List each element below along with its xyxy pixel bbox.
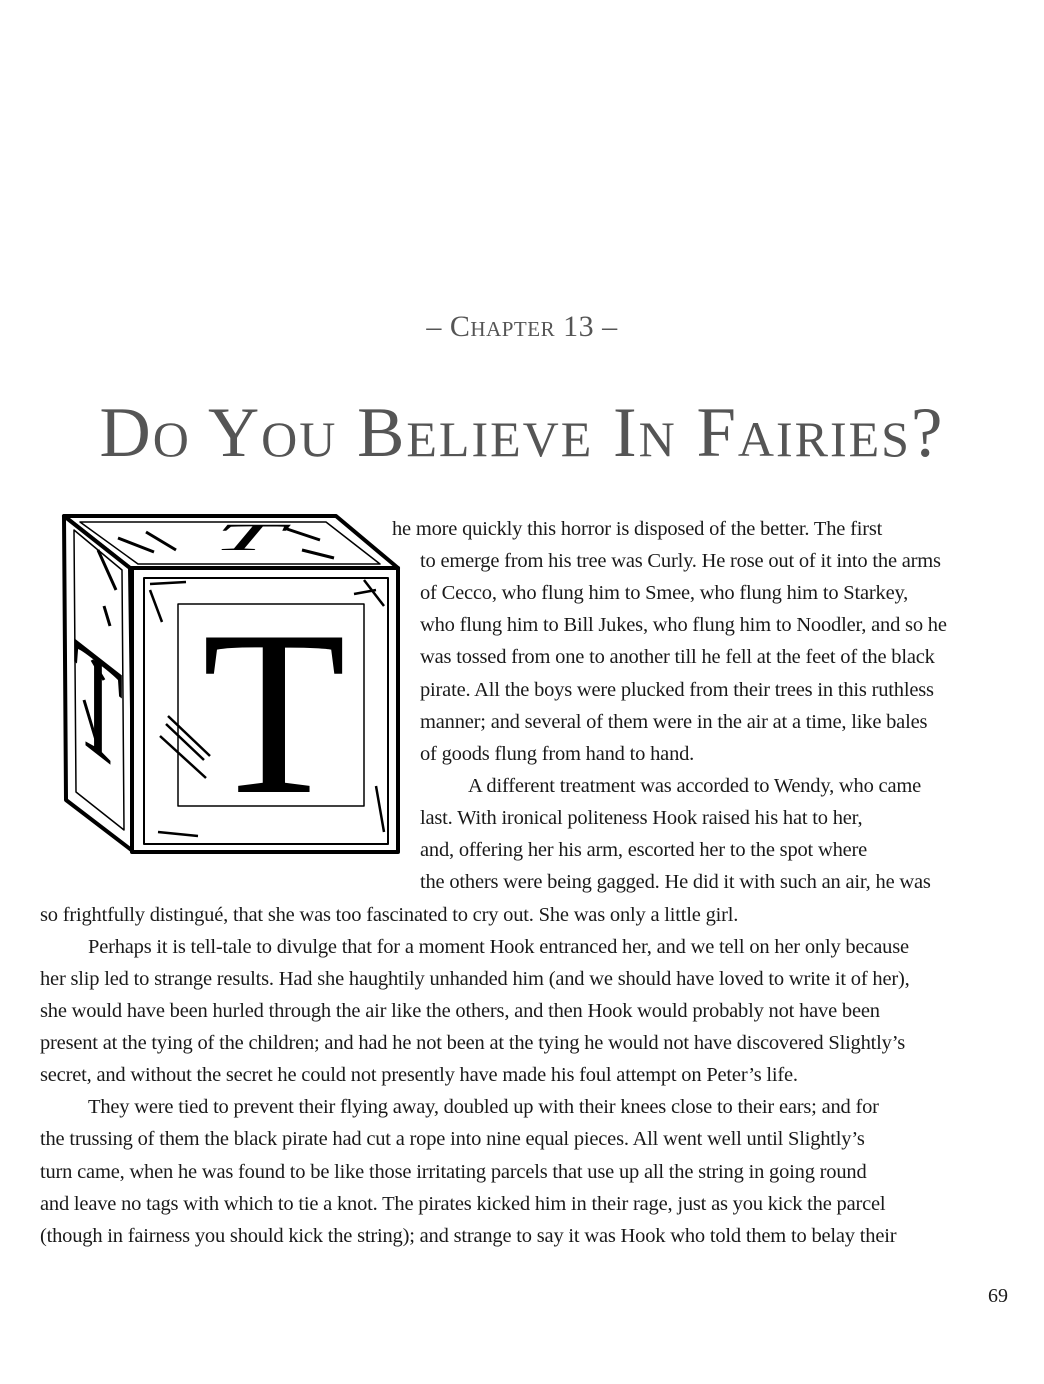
text-line: of Cecco, who flung him to Smee, who flung him to Starkey,: [420, 582, 909, 604]
page-number: 69: [988, 1285, 1008, 1307]
text-line: and leave no tags with which to tie a knot. The pirates kicked him in their rage, just as you kick the parcel: [40, 1193, 886, 1215]
text-line: to emerge from his tree was Curly. He rose out of it into the arms: [420, 550, 941, 572]
dropcap-block-illustration: [58, 510, 402, 856]
text-line: (though in fairness you should kick the string); and strange to say it was Hook who told them to belay their: [40, 1225, 897, 1247]
text-line: her slip led to strange results. Had she haughtily unhanded him (and we should have loved to write it of her),: [40, 968, 910, 990]
text-line: he more quickly this horror is disposed of the better. The first: [392, 518, 883, 540]
dropcap-letter-top: T: [197, 516, 300, 559]
text-line: the trussing of them the black pirate had cut a rope into nine equal pieces. All went well until Slightly’s: [40, 1128, 865, 1150]
text-line: turn came, when he was found to be like those irritating parcels that use up all the string in going round: [40, 1161, 867, 1183]
text-line: A different treatment was accorded to Wendy, who came: [468, 775, 922, 797]
dropcap-letter-side: T: [72, 601, 124, 808]
text-line: last. With ironical politeness Hook raised his hat to her,: [420, 807, 863, 829]
dropcap-letter: T: [201, 583, 347, 844]
text-line: and, offering her his arm, escorted her to the spot where: [420, 839, 868, 861]
text-line: of goods flung from hand to hand.: [420, 743, 695, 765]
chapter-label: – Chapter 13 –: [426, 310, 618, 343]
text-line: secret, and without the secret he could not presently have made his foul attempt on Peter’s life.: [40, 1064, 798, 1086]
text-line: Perhaps it is tell-tale to divulge that for a moment Hook entranced her, and we tell on her only because: [88, 936, 909, 958]
text-line: manner; and several of them were in the air at a time, like bales: [420, 711, 928, 733]
chapter-title: Do You Believe In Fairies?: [99, 394, 945, 472]
text-line: she would have been hurled through the air like the others, and then Hook would probably not have been: [40, 1000, 880, 1022]
text-line: so frightfully distingué, that she was too fascinated to cry out. She was only a little girl.: [40, 904, 739, 926]
text-line: who flung him to Bill Jukes, who flung him to Noodler, and so he: [420, 614, 947, 636]
text-line: pirate. All the boys were plucked from their trees in this ruthless: [420, 679, 934, 701]
text-line: present at the tying of the children; and had he not been at the tying he would not have discovered Slightly’s: [40, 1032, 905, 1054]
text-line: They were tied to prevent their flying away, doubled up with their knees close to their ears; and for: [88, 1096, 879, 1118]
text-line: was tossed from one to another till he fell at the feet of the black: [420, 646, 935, 668]
text-line: the others were being gagged. He did it with such an air, he was: [420, 871, 931, 893]
